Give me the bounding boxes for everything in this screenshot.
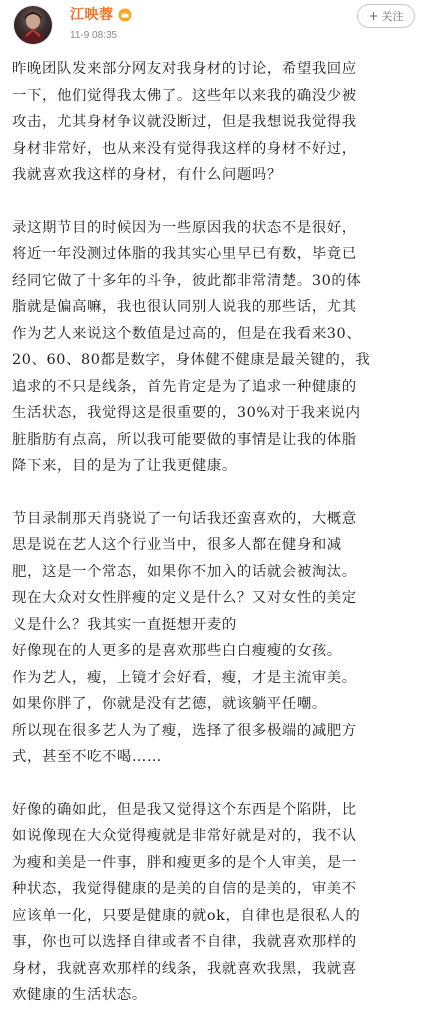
text-line: 节目录制那天肖骁说了一句话我还蛮喜欢的，大概意 (12, 510, 357, 527)
text-line: 思是说在艺人这个行业当中，很多人都在健身和减 (12, 537, 342, 553)
text-line: 一下，他们觉得我太佛了。这些年以来我的确没少被 (12, 87, 357, 104)
text-line: 身材，我就喜欢那样的线条，我就喜欢我黑，我就喜 (12, 960, 357, 977)
text-line: 20、60、80都是数字，身体健不健康是最关键的，我 (12, 352, 371, 368)
text-line: 昨晚团队发来部分网友对我身材的讨论，希望我回应 (12, 61, 357, 77)
text-line: 降下来，目的是为了让我更健康。 (12, 458, 237, 474)
text-line: 将近一年没测过体脂的我其实心里早已有数，毕竟已 (12, 246, 357, 262)
text-line: 脏脂肪有点高，所以我可能要做的事情是让我的体脂 (12, 431, 357, 448)
follow-button-label: 关注 (381, 10, 404, 23)
text-line: 肥，这是一个常态，如果你不加入的话就会被淘汰。 (12, 563, 357, 580)
post-timestamp: 11-9 08:35 (70, 30, 118, 41)
text-line: 好像的确如此，但是我又觉得这个东西是个陷阱，比 (12, 801, 357, 818)
text-line: 身材非常好，也从来没有觉得我这样的身材不好过， (12, 140, 357, 157)
text-line: 欢健康的生活状态。 (12, 987, 147, 1003)
post-paragraph-4 (12, 797, 418, 1009)
text-line: 生活状态，我觉得这是很重要的，30%对于我来说内 (12, 405, 361, 421)
text-line: 式，甚至不吃不喝…… (12, 749, 162, 765)
text-line: 事，你也可以选择自律或者不自律，我就喜欢那样的 (12, 934, 357, 950)
user-avatar[interactable] (14, 6, 52, 44)
text-line: 如说像现在大众觉得瘦就是非常好就是对的，我不认 (12, 828, 357, 844)
username-row (70, 4, 132, 24)
username[interactable]: 江映蓉 (70, 7, 114, 23)
vip-crown-icon (118, 7, 132, 21)
post-body (12, 56, 418, 1009)
text-line: 攻击，尤其身材争议就没断过，但是我想说我觉得我 (12, 114, 357, 130)
text-line: 好像现在的人更多的是喜欢那些白白瘦瘦的女孩。 (12, 643, 342, 659)
text-line: 所以现在很多艺人为了瘦，选择了很多极端的减肥方 (12, 722, 357, 739)
text-line: 为瘦和美是一件事，胖和瘦更多的是个人审美，是一 (12, 854, 357, 871)
text-line: 录这期节目的时候因为一些原因我的状态不是很好， (12, 219, 357, 236)
post-paragraph-3 (12, 506, 418, 771)
text-line: 作为艺人来说这个数值是过高的，但是在我看来30、 (12, 325, 362, 342)
text-line: 种状态，我觉得健康的是美的自信的是美的，审美不 (12, 881, 357, 897)
post-paragraph-1 (12, 56, 418, 189)
text-line: 追求的不只是线条，首先肯定是为了追求一种健康的 (12, 378, 357, 395)
text-line: 脂就是偏高嘛，我也很认同别人说我的那些话，尤其 (12, 299, 357, 315)
text-line: 我就喜欢我这样的身材，有什么问题吗？ (12, 167, 282, 183)
post-paragraph-2 (12, 215, 418, 480)
text-line: 义是什么？我其实一直挺想开麦的 (12, 616, 237, 633)
text-line: 如果你胖了，你就是没有艺德，就该躺平任嘲。 (12, 696, 327, 712)
follow-button[interactable] (357, 4, 415, 28)
text-line: 经同它做了十多年的斗争，彼此都非常清楚。30的体 (12, 272, 362, 289)
plus-icon: + (368, 9, 379, 23)
text-line: 作为艺人，瘦，上镜才会好看，瘦，才是主流审美。 (12, 669, 357, 686)
post-header (0, 0, 430, 52)
avatar-photo-icon (14, 6, 52, 44)
text-line: 现在大众对女性胖瘦的定义是什么？又对女性的美定 (12, 590, 357, 606)
text-line: 应该单一化，只要是健康的就ok，自律也是很私人的 (12, 907, 361, 924)
